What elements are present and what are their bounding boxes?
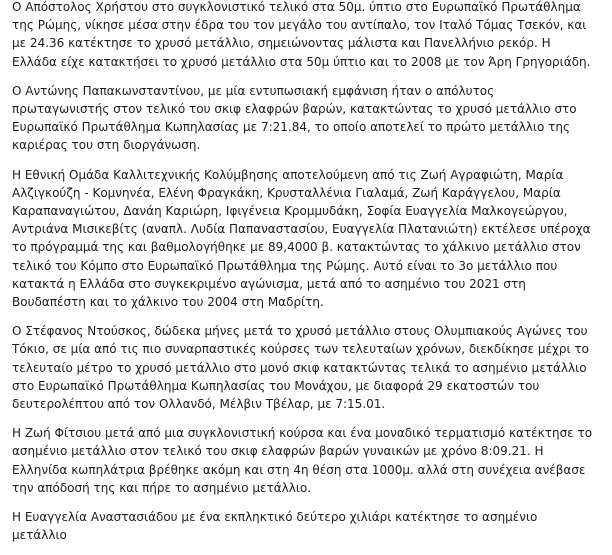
article-body — [12, 0, 594, 555]
paragraph-ntouskos-single-sculls: Ο Στέφανος Ντούσκος, δώδεκα μήνες μετά το χρυσό μετάλλιο στους Ολυμπιακούς Αγώνες του Τόκιο, σε μία από τις πιο συναρπαστικές κούρσες των τελευταίων χρόνων, διεκδίκησε μέχρι το τελευταίο μέτρο το χρυσό μετάλλιο στο μονό σκιφ κατακτώντας τελικά το ασημένιο μετάλλιο στο Ευρωπαϊκό Πρωτάθλημα Κωπηλασίας του Μονάχου, με διαφορά 29 εκατοστών του δευτερολέπτου από τον Ολλανδό, Μέλβιν Τβέλαρ, με 7:15.01. — [12, 324, 589, 412]
paragraph-anastasiadou-partial: Η Ευαγγελία Αναστασιάδου με ένα εκπληκτικό δεύτερο χιλιάρι κατέκτησε το ασημένιο μετάλλιο — [12, 510, 538, 543]
paragraph-papakonstantinou-rowing: Ο Αντώνης Παπακωνσταντίνου, με μία εντυπωσιακή εμφάνιση ήταν ο απόλυτος πρωταγωνιστής στον τελικό του σκιφ ελαφρών βαρών, κατακτώντας το χρυσό μετάλλιο στο Ευρωπαϊκό Πρωτάθλημα Κωπηλασίας με 7:21.84, το οποίο αποτελεί το πρώτο μετάλλιο της καριέρας του στη διοργάνωση. — [12, 83, 577, 153]
paragraph-fitsiou-lightweight-sculls: Η Ζωή Φίτσιου μετά από μια συγκλονιστική κούρσα και ένα μοναδικό τερματισμό κατέκτησε το ασημένιο μετάλλιο στον τελικό του σκιφ ελαφρών βαρών γυναικών με χρόνο 8:09.21. Η Ελληνίδα κωπηλάτρια βρέθηκε ακόμη και στη 4η θέση στα 1000μ. αλλά στη συνέχεια ανέβασε την απόδοσή της και πήρε το ασημένιο μετάλλιο. — [12, 426, 593, 495]
paragraph-christou-backstroke: Ο Απόστολος Χρήστου στο συγκλονιστικό τελικό στα 50μ. ύπτιο στο Ευρωπαϊκό Πρωτάθλημα της Ρώμης, νίκησε μέσα στην έδρα του τον μεγάλο του αντίπαλο, τον Ιταλό Τόμας Τσεκόν, και με 24.36 κατέκτησε το χρυσό μετάλλιο, σημειώνοντας μάλιστα και Πανελλήνιο ρεκόρ. Η Ελλάδα είχε κατακτήσει το χρυσό μετάλλιο στα 50μ ύπτιο και το 2008 με τον Άρη Γρηγοριάδη. — [12, 0, 591, 69]
paragraph-artistic-swimming-team: Η Εθνική Ομάδα Καλλιτεχνικής Κολύμβησης αποτελούμενη από τις Ζωή Αγραφιώτη, Μαρία Αλζιγκούζη - Κομνηνέα, Ελένη Φραγκάκη, Κρυσταλλένια Γιαλαμά, Ζωή Καράγγελου, Μαρία Καραπαναγιώτου, Δανάη Καριώρη, Ιφιγένεια Κρομμυδάκη, Σοφία Ευαγγελία Μαλκογεώργου, Αντριάνα Μισικεβίτς (αναπλ. Λυδία Παπαναστασίου, Ευαγγελία Πλατανιώτη) εκτέλεσε υπέροχα το πρόγραμμά της και βαθμολογήθηκε με 89,4000 β. κατακτώντας το χάλκινο μετάλλιο στον τελικό του Κόμπο στο Ευρωπαϊκό Πρωτάθλημα της Ρώμης. Αυτό είναι το 3ο μετάλλιο που κατακτά η Ελλάδα στο συγκεκριμένο αγώνισμα, μετά από το ασημένιο του 2021 στη Βουδαπέστη και το χάλκινο του 2004 στη Μαδρίτη. — [12, 167, 591, 310]
